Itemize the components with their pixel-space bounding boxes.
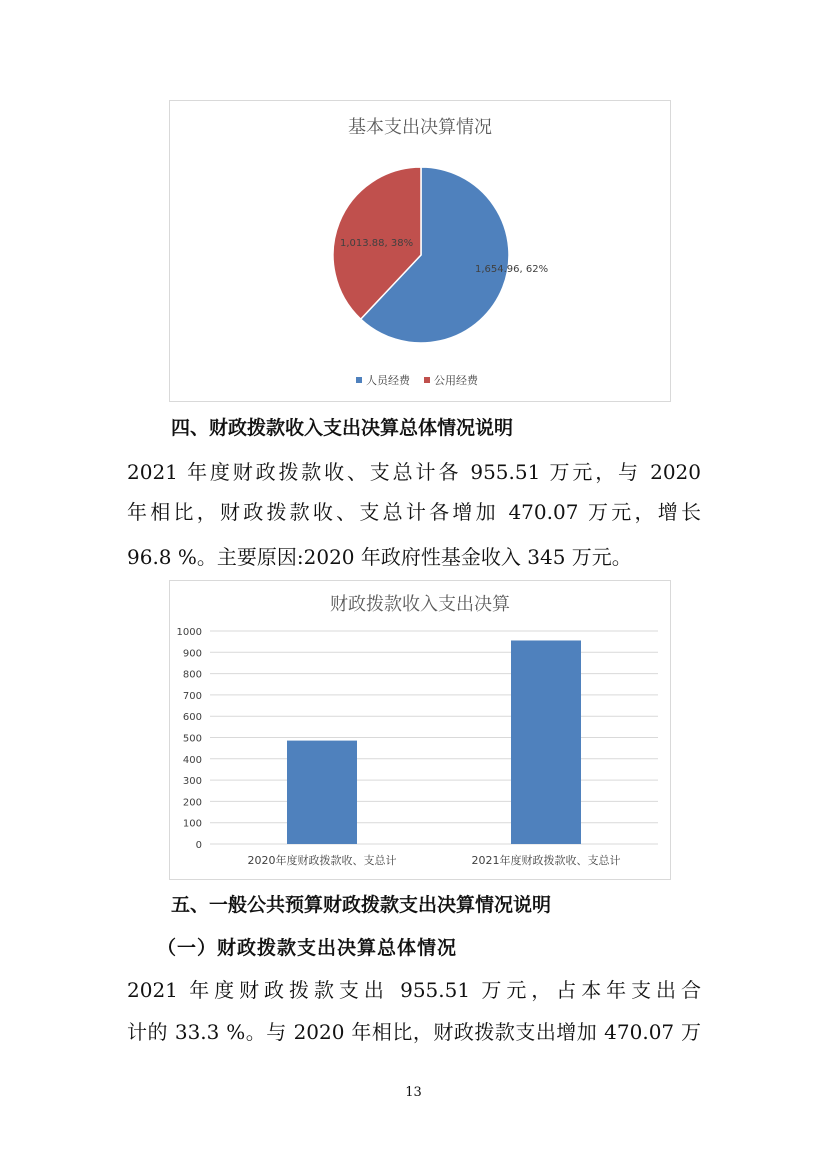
section4-line-1: 2021 年度财政拨款收、支总计各 955.51 万元，与 2020 <box>127 460 701 484</box>
legend-swatch-public <box>424 377 430 383</box>
pie-data-label-personnel: 1,654.96, 62% <box>475 264 549 275</box>
bar-chart <box>169 580 671 880</box>
pie-chart-svg <box>170 101 670 401</box>
y-tick-label: 200 <box>182 797 202 809</box>
y-tick-label: 500 <box>182 733 202 745</box>
legend-swatch-personnel <box>356 377 362 383</box>
section5-heading: 五、一般公共预算财政拨款支出决算情况说明 <box>171 894 552 916</box>
bar-1 <box>287 741 357 844</box>
x-category-label: 2021年度财政拨款收、支总计 <box>471 854 621 867</box>
section5-subheading: （一）财政拨款支出决算总体情况 <box>157 937 458 959</box>
bar-chart-svg <box>170 581 670 879</box>
pie-data-label-public: 1,013.88, 38% <box>340 238 414 249</box>
y-tick-label: 900 <box>182 648 202 660</box>
section5-line-1: 2021 年度财政拨款支出 955.51 万元，占本年支出合 <box>127 978 701 1002</box>
section4-heading: 四、财政拨款收入支出决算总体情况说明 <box>171 417 514 439</box>
y-tick-label: 700 <box>182 690 202 702</box>
section4-line-2: 年相比，财政拨款收、支总计各增加 470.07 万元，增长 <box>127 500 701 524</box>
y-tick-label: 300 <box>182 776 202 788</box>
pie-chart <box>169 100 671 402</box>
y-tick-label: 0 <box>195 840 202 851</box>
pie-chart-title: 基本支出决算情况 <box>348 117 492 138</box>
x-category-label: 2020年度财政拨款收、支总计 <box>247 854 397 867</box>
section5-line-2: 计的 33.3 %。与 2020 年相比，财政拨款支出增加 470.07 万 <box>127 1020 701 1044</box>
legend-label-public: 公用经费 <box>434 374 478 387</box>
section4-line-3: 96.8 %。主要原因:2020 年政府性基金收入 345 万元。 <box>127 545 632 569</box>
page-number: 13 <box>405 1085 422 1100</box>
y-tick-label: 400 <box>182 754 202 766</box>
pie-legend <box>356 373 479 387</box>
legend-label-personnel: 人员经费 <box>366 374 410 387</box>
bar-chart-title: 财政拨款收入支出决算 <box>330 594 510 615</box>
y-tick-label: 100 <box>182 818 202 830</box>
y-tick-label: 1000 <box>176 627 202 638</box>
y-tick-label: 600 <box>182 712 202 724</box>
bar-2 <box>511 640 581 844</box>
y-tick-label: 800 <box>182 669 202 681</box>
